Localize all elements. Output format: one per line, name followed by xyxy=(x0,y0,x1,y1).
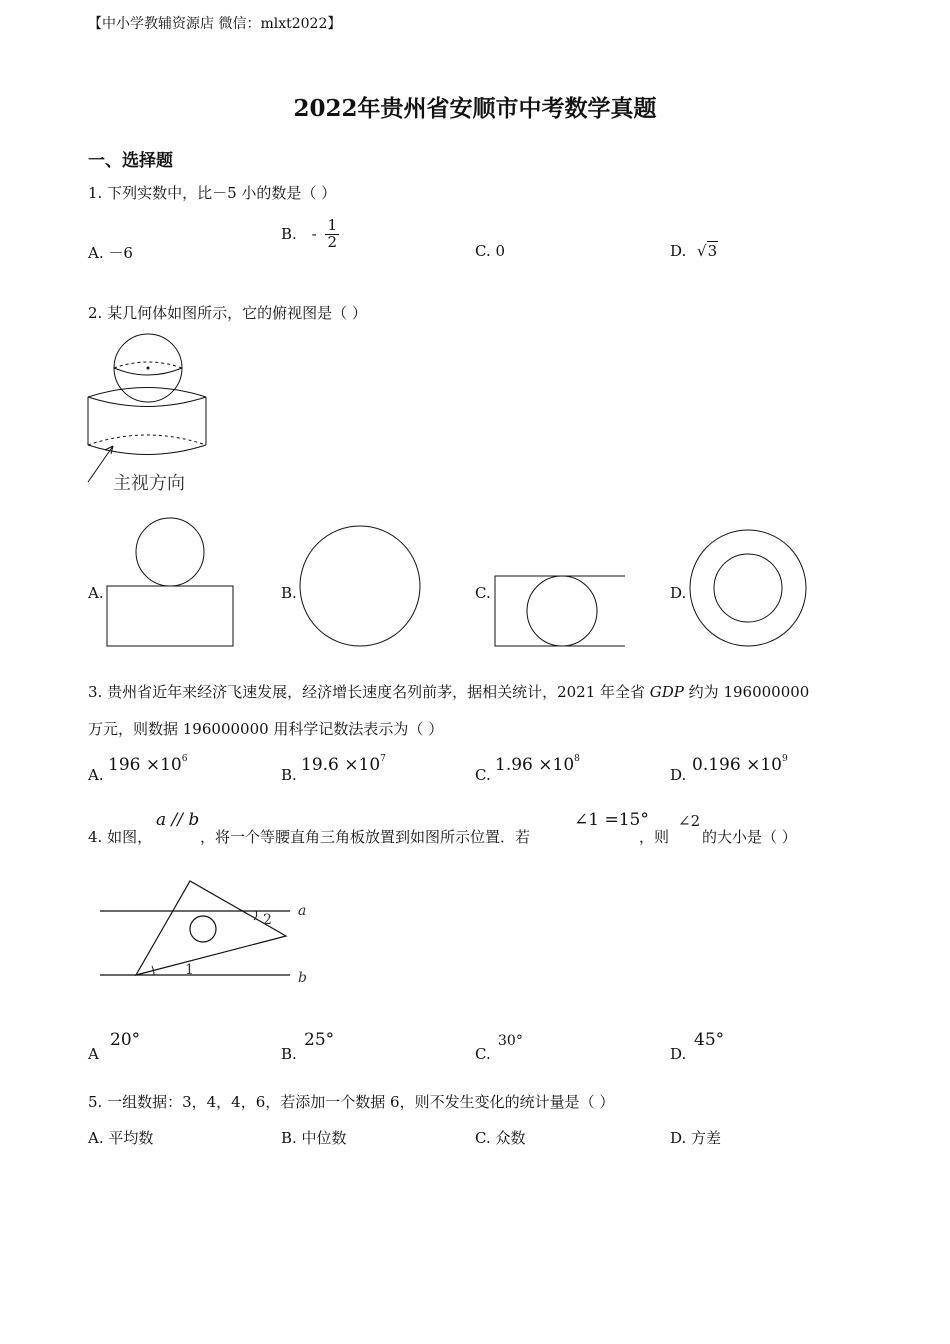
q2-option-a-figure xyxy=(105,516,237,650)
q3-line1-pre: 3. 贵州省近年来经济飞速发展，经济增长速度名列前茅，据相关统计，2021 年全省 xyxy=(88,683,650,701)
q2-option-d-figure xyxy=(688,528,810,650)
q3-option-c-value xyxy=(495,754,580,775)
q5-option-c: C. 众数 xyxy=(475,1129,526,1147)
q1-stem: 1. 下列实数中，比－5 小的数是（ ） xyxy=(88,184,337,202)
line-b-label: b xyxy=(298,970,307,986)
q2-option-a-label: A. xyxy=(88,584,104,602)
cylinder-bottom-back xyxy=(88,435,206,445)
set-square-hole xyxy=(190,916,216,942)
q4-angle1: ∠1 =15° xyxy=(574,810,649,830)
q4-parallel: a // b xyxy=(156,810,200,830)
q5-stem: 5. 一组数据：3，4，4，6，若添加一个数据 6，则不发生变化的统计量是（ ） xyxy=(88,1093,615,1111)
q2-option-d-label: D. xyxy=(670,584,687,602)
q1-option-b-fraction xyxy=(325,218,339,251)
q3-c-base: 1.96 ×10 xyxy=(495,755,575,775)
q3-b-exponent: 7 xyxy=(380,754,386,764)
option-c-circle xyxy=(527,576,597,646)
q4-angle2: ∠2 xyxy=(678,812,701,830)
section-heading: 一、选择题 xyxy=(88,151,173,171)
q2-option-b-figure xyxy=(298,524,424,650)
q2-option-c-figure xyxy=(493,574,629,650)
option-b-circle xyxy=(300,526,420,646)
angle1-label: 1 xyxy=(185,962,194,978)
option-d-outer-circle xyxy=(690,530,806,646)
q5-option-a: A. 平均数 xyxy=(88,1129,154,1147)
q1-fraction-numerator: 1 xyxy=(327,216,337,234)
q3-a-base: 196 ×10 xyxy=(108,755,182,775)
q4-option-a-value: 20° xyxy=(110,1030,141,1050)
q4-option-a-label: A xyxy=(88,1045,99,1063)
page-title: 2022年贵州省安顺市中考数学真题 xyxy=(293,95,657,122)
angle2-label: 2 xyxy=(263,912,272,928)
q4-stem-post2: 的大小是（ ） xyxy=(702,828,797,846)
q4-option-c-value: 30° xyxy=(498,1033,523,1049)
q3-b-base: 19.6 ×10 xyxy=(301,755,381,775)
view-direction-arrow xyxy=(88,446,113,482)
q3-d-base: 0.196 ×10 xyxy=(692,755,782,775)
q3-stem-line2: 万元，则数据 196000000 用科学记数法表示为（ ） xyxy=(88,720,444,738)
q3-gdp: GDP xyxy=(649,683,684,701)
set-square-triangle xyxy=(136,881,286,975)
q3-stem-line1 xyxy=(88,681,809,702)
q1-option-a: A. －6 xyxy=(88,244,133,262)
q1-option-d-label: D. xyxy=(670,242,687,260)
q3-option-b-label: B. xyxy=(281,766,297,784)
q3-option-b-value xyxy=(301,754,386,775)
q3-option-d-value xyxy=(692,754,788,775)
option-a-circle xyxy=(136,518,204,586)
q1-option-c: C. 0 xyxy=(475,242,506,260)
q5-option-b: B. 中位数 xyxy=(281,1129,347,1147)
q3-option-a-value xyxy=(108,754,187,775)
q4-stem-mid: ，将一个等腰直角三角板放置到如图所示位置．若 xyxy=(200,828,531,846)
q4-option-b-label: B. xyxy=(281,1045,297,1063)
option-c-rectangle-open xyxy=(495,576,625,646)
q4-option-d-label: D. xyxy=(670,1045,687,1063)
q2-option-c-label: C. xyxy=(475,584,491,602)
sqrt-icon: √3 xyxy=(697,242,718,260)
q4-triangle-figure xyxy=(90,872,330,992)
q3-line1-post: 约为 196000000 xyxy=(683,683,810,701)
page-header: 【中小学教辅资源店 微信：mlxt2022】 xyxy=(88,16,342,32)
view-direction-caption: 主视方向 xyxy=(113,473,185,494)
line-a-label: a xyxy=(298,903,307,919)
q5-option-d: D. 方差 xyxy=(670,1129,722,1147)
q3-c-exponent: 8 xyxy=(574,754,580,764)
q4-stem-pre: 4. 如图， xyxy=(88,828,153,846)
q4-option-c-label: C. xyxy=(475,1045,491,1063)
q1-fraction-denominator: 2 xyxy=(327,232,337,251)
cylinder-top-back xyxy=(88,388,206,398)
q2-option-b-label: B. xyxy=(281,584,297,602)
q2-stem: 2. 某几何体如图所示，它的俯视图是（ ） xyxy=(88,304,367,322)
option-d-inner-circle xyxy=(714,554,782,622)
q1-option-d xyxy=(670,242,718,260)
q1-option-d-radicand: 3 xyxy=(707,242,718,260)
q1-option-b-label: B. xyxy=(281,225,297,244)
q4-stem-post1: ，则 xyxy=(639,828,670,846)
q3-option-d-label: D. xyxy=(670,766,687,784)
q3-d-exponent: 9 xyxy=(781,754,788,764)
q4-option-b-value: 25° xyxy=(304,1030,335,1050)
q3-option-c-label: C. xyxy=(475,766,491,784)
q1-option-b xyxy=(281,218,339,251)
q3-option-a-label: A. xyxy=(88,766,104,784)
sphere-center-dot xyxy=(147,367,150,370)
q1-option-b-sign: - xyxy=(311,225,317,244)
q4-option-d-value: 45° xyxy=(694,1030,725,1050)
option-a-rectangle xyxy=(107,586,233,646)
q3-a-exponent: 6 xyxy=(181,754,188,764)
